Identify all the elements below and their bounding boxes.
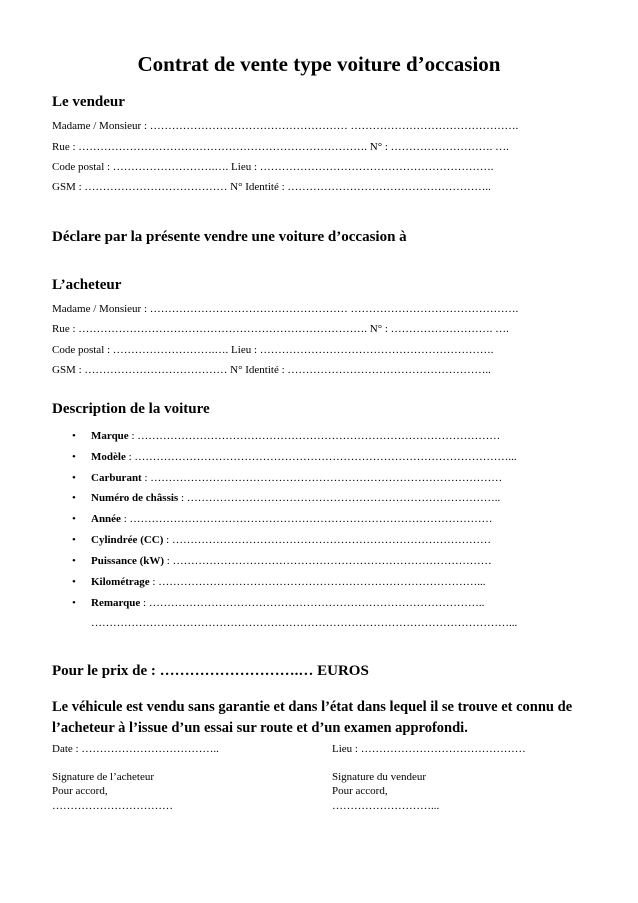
field-label: Année bbox=[91, 513, 121, 525]
list-item bbox=[72, 451, 517, 463]
bullet-icon: • bbox=[72, 513, 76, 525]
list-item bbox=[72, 472, 502, 484]
list-item bbox=[72, 513, 493, 525]
place-line: Lieu : ……………………………………… bbox=[332, 743, 526, 755]
field-label: Numéro de châssis bbox=[91, 492, 179, 504]
buyer-agreement-label: Pour accord, bbox=[52, 785, 108, 797]
buyer-signature-label: Signature de l’acheteur bbox=[52, 771, 155, 783]
bullet-icon: • bbox=[72, 472, 76, 484]
seller-gsm-line: GSM : ………………………………… N° Identité : ……………………………………………….. bbox=[52, 181, 491, 193]
seller-heading: Le vendeur bbox=[52, 94, 125, 110]
field-label: Kilométrage bbox=[91, 576, 150, 588]
field-label: Cylindrée (CC) bbox=[91, 534, 164, 546]
warranty-clause: Le véhicule est vendu sans garantie et dans l’état dans lequel il se trouve et connu de l’acheteur à l’issue d’un essai sur route et d’un examen approfondi. bbox=[52, 699, 573, 736]
page-title: Contrat de vente type voiture d’occasion bbox=[137, 52, 501, 76]
seller-street-line: Rue : ……………………………………………………………………. N° : ………………………. …. bbox=[52, 141, 509, 153]
seller-agreement-label: Pour accord, bbox=[332, 785, 388, 797]
field-dots: : ……………………………………………………………………………………… bbox=[120, 513, 493, 525]
bullet-icon: • bbox=[72, 451, 76, 463]
buyer-signature-dots: …………………………… bbox=[52, 800, 173, 812]
field-dots: : ………………………………………………………………………….. bbox=[178, 492, 501, 504]
buyer-gsm-line: GSM : ………………………………… N° Identité : ……………………………………………….. bbox=[52, 364, 491, 376]
bullet-icon: • bbox=[72, 492, 76, 504]
bullet-icon: • bbox=[72, 576, 76, 588]
description-heading: Description de la voiture bbox=[52, 401, 210, 417]
buyer-postal-line: Code postal : ……………………….…. Lieu : ………………………………………………………. bbox=[52, 344, 494, 356]
declaration-heading: Déclare par la présente vendre une voiture d’occasion à bbox=[52, 229, 407, 245]
seller-signature-label: Signature du vendeur bbox=[332, 771, 427, 783]
seller-postal-line: Code postal : ……………………….…. Lieu : ………………………………………………………. bbox=[52, 161, 494, 173]
buyer-heading: L’acheteur bbox=[52, 277, 122, 293]
field-label: Marque bbox=[91, 430, 129, 442]
buyer-street-line: Rue : ……………………………………………………………………. N° : ………………………. …. bbox=[52, 323, 509, 335]
list-item bbox=[72, 555, 492, 567]
bullet-icon: • bbox=[72, 555, 76, 567]
list-item bbox=[72, 492, 500, 504]
field-label: Modèle bbox=[91, 451, 126, 463]
buyer-name-line: Madame / Monsieur : ……………………………………………… ………………………………………. bbox=[52, 303, 519, 315]
field-dots: : ……………………………………………………………………………………… bbox=[128, 430, 501, 442]
field-dots: : …………………………………………………………………………………………... bbox=[125, 451, 517, 463]
list-item bbox=[72, 534, 491, 546]
field-label: Puissance (kW) bbox=[91, 555, 165, 567]
list-item bbox=[72, 430, 500, 442]
seller-signature-dots: ………………………... bbox=[332, 800, 440, 812]
list-item bbox=[72, 597, 484, 609]
price-line: Pour le prix de : ……………………….… EUROS bbox=[52, 663, 369, 679]
field-dots: : ……………………………………………………………………………... bbox=[149, 576, 486, 588]
bullet-icon: • bbox=[72, 430, 76, 442]
field-label: Remarque bbox=[91, 597, 141, 609]
seller-name-line: Madame / Monsieur : ……………………………………………… ………………………………………. bbox=[52, 120, 519, 132]
field-dots: : …………………………………………………………………………… bbox=[163, 534, 491, 546]
list-item bbox=[72, 576, 485, 588]
remark-continuation-line: ……………………………………………………………………………………………………... bbox=[91, 617, 518, 629]
field-dots: : ……………………………………………………………………………….. bbox=[140, 597, 485, 609]
bullet-icon: • bbox=[72, 597, 76, 609]
date-line: Date : ……………………………….. bbox=[52, 743, 219, 755]
field-dots: : …………………………………………………………………………………… bbox=[141, 472, 503, 484]
field-dots: : …………………………………………………………………………… bbox=[164, 555, 492, 567]
field-label: Carburant bbox=[91, 472, 142, 484]
bullet-icon: • bbox=[72, 534, 76, 546]
